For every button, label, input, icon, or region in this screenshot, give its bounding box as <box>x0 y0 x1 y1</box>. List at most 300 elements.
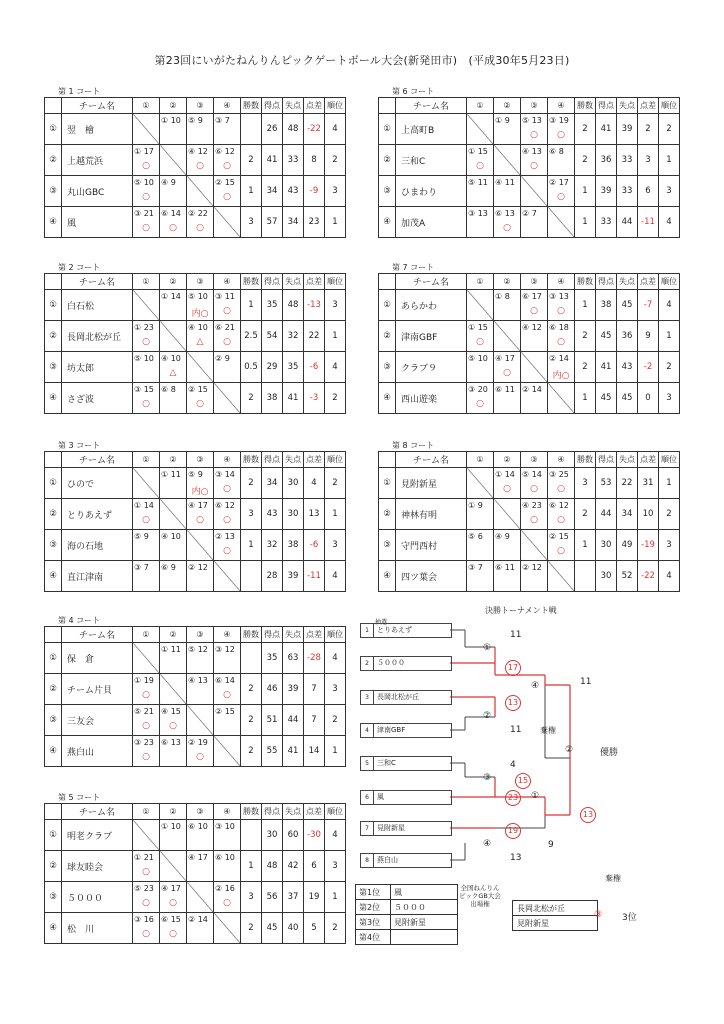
team-name: 丸山GBC <box>62 176 133 207</box>
slot-number: 5 <box>361 757 374 770</box>
stat-pf: 34 <box>262 468 283 499</box>
slot-number: 6 <box>361 791 374 804</box>
stat-diff: -22 <box>304 114 325 145</box>
match-result-mark: ○ <box>196 399 204 409</box>
team-row <box>45 882 346 913</box>
team-name: 坊太郎 <box>62 352 133 383</box>
match-cell <box>187 114 214 145</box>
header-diff: 点差 <box>304 627 325 643</box>
self-cell <box>160 145 187 176</box>
ranking-team: 風 <box>391 885 458 900</box>
match-cell <box>467 145 494 176</box>
team-number: ① <box>45 643 62 674</box>
match-result-mark: ○ <box>223 546 231 556</box>
match-result-mark: ○ <box>557 484 565 494</box>
match-score: ② 13 <box>215 532 235 541</box>
match-score: ⑥ 14 <box>215 676 235 685</box>
match-score: ① 9 <box>468 501 483 510</box>
match-cell <box>187 290 214 321</box>
match-score: ② 22 <box>188 209 208 218</box>
team-name: 海の石地 <box>62 530 133 561</box>
match-score: ① 17 <box>134 147 154 156</box>
stat-pa: 22 <box>617 468 638 499</box>
stat-diff: 6 <box>638 176 659 207</box>
score-final-bot: 13 <box>580 807 596 823</box>
match-score: ② 16 <box>215 884 235 893</box>
team-row <box>379 383 680 414</box>
match-score: ⑤ 13 <box>522 116 542 125</box>
match-score: ⑤ 10 <box>134 178 154 187</box>
match-cell <box>187 468 214 499</box>
stat-pf: 55 <box>262 736 283 767</box>
team-name: 白石松 <box>62 290 133 321</box>
header-rank: 順位 <box>325 627 346 643</box>
self-cell <box>521 352 548 383</box>
team-row <box>45 705 346 736</box>
stat-wins: 2 <box>575 114 596 145</box>
team-row <box>45 561 346 592</box>
stat-diff: 19 <box>304 882 325 913</box>
slot-team: 三和C <box>377 759 396 767</box>
stat-wins: 0.5 <box>241 352 262 383</box>
self-cell <box>521 530 548 561</box>
stat-pa: 39 <box>617 114 638 145</box>
header-pf: 得点 <box>262 274 283 290</box>
match-result-mark: ○ <box>142 337 150 347</box>
match-result-mark: ○ <box>557 337 565 347</box>
match-score: ② 15 <box>215 707 235 716</box>
self-cell <box>494 321 521 352</box>
match-cell <box>160 207 187 238</box>
match-score: ⑥ 11 <box>495 563 515 572</box>
match-result-mark: ○ <box>142 752 150 762</box>
match-score: ⑥ 12 <box>549 501 569 510</box>
stat-wins: 2 <box>241 736 262 767</box>
match-result-mark: ○ <box>223 690 231 700</box>
stat-wins: 2 <box>241 913 262 944</box>
match-cell <box>187 321 214 352</box>
match-cell <box>160 176 187 207</box>
match-cell <box>521 561 548 592</box>
match-score: ④ 11 <box>495 178 515 187</box>
match-score: ⑥ 13 <box>161 738 181 747</box>
team-row <box>45 913 346 944</box>
stat-pa: 43 <box>617 352 638 383</box>
team-name: 翌 檜 <box>62 114 133 145</box>
stat-diff: 10 <box>638 499 659 530</box>
match-cell <box>133 674 160 705</box>
stat-diff: 13 <box>304 499 325 530</box>
header-team: チーム名 <box>396 452 467 468</box>
self-cell <box>160 674 187 705</box>
ranking-note: 全国ねんりんピックGB大会出場権 <box>459 884 501 908</box>
stat-pf: 51 <box>262 705 283 736</box>
header-diff: 点差 <box>304 452 325 468</box>
match-result-mark: ○ <box>142 161 150 171</box>
self-cell <box>160 499 187 530</box>
header-wins: 勝数 <box>575 452 596 468</box>
score-sf1-top: 11 <box>580 677 592 687</box>
match-result-mark: 内○ <box>552 371 570 381</box>
draw-label: 抽選 <box>375 619 388 626</box>
match-cell <box>187 674 214 705</box>
team-number: ③ <box>379 530 396 561</box>
header-c3: ③ <box>187 627 214 643</box>
header-pf: 得点 <box>596 274 617 290</box>
slot-number: 3 <box>361 691 374 704</box>
match-score: ① 14 <box>161 292 181 301</box>
match-cell <box>160 913 187 944</box>
match-score: ⑥ 21 <box>215 323 235 332</box>
match-cell <box>133 383 160 414</box>
match-cell <box>133 530 160 561</box>
match-result-mark: ○ <box>557 192 565 202</box>
stat-diff: 6 <box>304 851 325 882</box>
match-score: ① 8 <box>495 292 510 301</box>
bracket-slot <box>360 756 452 771</box>
stat-wins: 2 <box>575 499 596 530</box>
self-cell <box>133 468 160 499</box>
match-score: ⑥ 18 <box>549 323 569 332</box>
team-name: 保 倉 <box>62 643 133 674</box>
stat-pa: 39 <box>283 561 304 592</box>
match-score: ③ 19 <box>549 116 569 125</box>
self-cell <box>214 383 241 414</box>
match-score: ④ 15 <box>161 707 181 716</box>
team-name: あらかわ <box>396 290 467 321</box>
stat-rank: 4 <box>325 643 346 674</box>
match-cell <box>521 383 548 414</box>
match-result-mark: ○ <box>142 192 150 202</box>
match-result-mark: ○ <box>169 929 177 939</box>
stat-diff: 9 <box>638 321 659 352</box>
header-rank: 順位 <box>325 274 346 290</box>
header-team: チーム名 <box>396 98 467 114</box>
header-c3: ③ <box>187 274 214 290</box>
match-score: ① 11 <box>161 470 181 479</box>
stat-rank: 3 <box>325 674 346 705</box>
court-label: 第 1 コート <box>58 87 101 96</box>
match-result-mark: ○ <box>530 161 538 171</box>
match-result-mark: ○ <box>223 898 231 908</box>
team-row <box>45 114 346 145</box>
stat-rank: 3 <box>659 530 680 561</box>
header-c4: ④ <box>548 452 575 468</box>
self-cell <box>494 145 521 176</box>
match-cell <box>494 114 521 145</box>
stat-pf: 28 <box>262 561 283 592</box>
match-score: ① 19 <box>134 676 154 685</box>
header-rank: 順位 <box>325 98 346 114</box>
header-c4: ④ <box>214 627 241 643</box>
match-cell <box>214 820 241 851</box>
match-result-mark: ○ <box>557 546 565 556</box>
header-c4: ④ <box>214 804 241 820</box>
match-result-mark: ○ <box>223 306 231 316</box>
team-name: 燕白山 <box>62 736 133 767</box>
team-row <box>45 643 346 674</box>
team-name: 神林有明 <box>396 499 467 530</box>
stat-wins <box>241 561 262 592</box>
match-cell <box>214 352 241 383</box>
match-cell <box>548 321 575 352</box>
header-pf: 得点 <box>262 98 283 114</box>
match-score: ③ 14 <box>215 470 235 479</box>
team-row <box>379 321 680 352</box>
header-row <box>379 274 680 290</box>
self-cell <box>187 882 214 913</box>
score-sf2-top: 15 <box>515 773 531 789</box>
team-number: ③ <box>45 530 62 561</box>
slot-team: とりあえず <box>377 626 412 634</box>
stat-diff: 0 <box>638 383 659 414</box>
match-result-mark: ○ <box>503 223 511 233</box>
stat-rank: 3 <box>325 530 346 561</box>
team-row <box>45 736 346 767</box>
match-cell <box>160 468 187 499</box>
match-score: ① 15 <box>468 323 488 332</box>
game-mark-sf1: ④ <box>531 681 540 691</box>
match-score: ① 10 <box>161 822 181 831</box>
ranking-place: 第2位 <box>356 900 391 915</box>
stat-diff: -3 <box>304 383 325 414</box>
third-label: 3位 <box>622 913 637 923</box>
match-cell <box>214 499 241 530</box>
match-result-mark: ○ <box>530 306 538 316</box>
match-cell <box>133 561 160 592</box>
stat-pf: 56 <box>262 882 283 913</box>
match-result-mark: ○ <box>476 161 484 171</box>
match-cell <box>521 114 548 145</box>
match-score: ① 14 <box>134 501 154 510</box>
match-result-mark: ○ <box>530 130 538 140</box>
court-4 <box>44 615 343 767</box>
game-mark-final: ② <box>565 745 574 755</box>
match-score: ⑤ 23 <box>134 884 154 893</box>
self-cell <box>187 176 214 207</box>
team-number: ③ <box>45 705 62 736</box>
match-cell <box>133 145 160 176</box>
header-pa: 失点 <box>617 98 638 114</box>
round-robin-table <box>44 803 346 944</box>
stat-pa: 38 <box>283 530 304 561</box>
stat-pf: 30 <box>262 820 283 851</box>
match-score: ① 23 <box>134 323 154 332</box>
match-cell <box>467 207 494 238</box>
stat-wins: 3 <box>241 499 262 530</box>
match-cell <box>214 643 241 674</box>
team-number: ④ <box>379 207 396 238</box>
header-row <box>379 98 680 114</box>
match-result-mark: ○ <box>142 690 150 700</box>
team-name: 上越荒浜 <box>62 145 133 176</box>
stat-wins <box>241 820 262 851</box>
self-cell <box>187 705 214 736</box>
match-cell <box>187 736 214 767</box>
self-cell <box>133 290 160 321</box>
stat-diff: -13 <box>304 290 325 321</box>
stat-pf: 33 <box>596 207 617 238</box>
match-cell <box>467 561 494 592</box>
stat-pa: 63 <box>283 643 304 674</box>
header-c1: ① <box>467 452 494 468</box>
stat-rank: 4 <box>325 352 346 383</box>
match-score: ④ 12 <box>188 147 208 156</box>
stat-pf: 54 <box>262 321 283 352</box>
match-result-mark: ○ <box>142 515 150 525</box>
match-cell <box>494 290 521 321</box>
team-name: ひまわり <box>396 176 467 207</box>
team-number: ④ <box>45 383 62 414</box>
match-cell <box>160 290 187 321</box>
match-cell <box>548 176 575 207</box>
header-c2: ② <box>494 452 521 468</box>
match-score: ④ 9 <box>495 532 510 541</box>
match-score: ② 7 <box>522 209 537 218</box>
team-name: とりあえず <box>62 499 133 530</box>
stat-diff: -22 <box>638 561 659 592</box>
round-robin-table <box>378 97 680 238</box>
third-place-match <box>512 900 598 931</box>
match-cell <box>187 383 214 414</box>
match-cell <box>467 176 494 207</box>
stat-pa: 45 <box>617 383 638 414</box>
header-c1: ① <box>133 627 160 643</box>
team-row <box>379 468 680 499</box>
team-number: ② <box>45 145 62 176</box>
header-pa: 失点 <box>283 452 304 468</box>
ranking-place: 第1位 <box>356 885 391 900</box>
match-cell <box>187 820 214 851</box>
match-cell <box>494 352 521 383</box>
stat-pf: 35 <box>262 643 283 674</box>
match-result-mark: ○ <box>223 192 231 202</box>
header-rank: 順位 <box>659 274 680 290</box>
match-cell <box>133 913 160 944</box>
match-cell <box>160 383 187 414</box>
stat-wins: 3 <box>241 207 262 238</box>
match-score: ② 9 <box>215 354 230 363</box>
match-cell <box>521 145 548 176</box>
header-c4: ④ <box>214 452 241 468</box>
stat-pa: 36 <box>617 321 638 352</box>
match-score: ⑥ 10 <box>215 853 235 862</box>
team-name: 上高町B <box>396 114 467 145</box>
match-score: ③ 16 <box>134 915 154 924</box>
stat-pa: 30 <box>283 499 304 530</box>
header-rank: 順位 <box>325 452 346 468</box>
round-robin-table <box>378 451 680 592</box>
stat-pf: 36 <box>596 145 617 176</box>
stat-pa: 32 <box>283 321 304 352</box>
match-cell <box>521 290 548 321</box>
team-number: ① <box>45 290 62 321</box>
match-score: ⑤ 9 <box>188 116 203 125</box>
header-c1: ① <box>133 98 160 114</box>
match-score: ⑥ 12 <box>215 147 235 156</box>
slot-number: 4 <box>361 724 374 737</box>
bracket-slot <box>360 723 452 738</box>
team-row <box>379 290 680 321</box>
stat-pa: 48 <box>283 290 304 321</box>
stat-pa: 39 <box>283 674 304 705</box>
match-score: ④ 23 <box>522 501 542 510</box>
match-cell <box>521 321 548 352</box>
round-robin-table <box>44 451 346 592</box>
header-c1: ① <box>467 98 494 114</box>
team-row <box>45 321 346 352</box>
header-c2: ② <box>160 627 187 643</box>
self-cell <box>160 321 187 352</box>
header-c3: ③ <box>187 452 214 468</box>
match-result-mark: ○ <box>223 337 231 347</box>
score-6: 23 <box>505 790 521 806</box>
score-7: 19 <box>505 823 521 839</box>
slot-team: 津南GBF <box>377 726 406 734</box>
match-cell <box>467 530 494 561</box>
stat-wins: 1 <box>241 176 262 207</box>
team-number: ④ <box>45 207 62 238</box>
match-cell <box>133 352 160 383</box>
header-c2: ② <box>494 274 521 290</box>
score-3: 13 <box>505 695 521 711</box>
team-row <box>379 207 680 238</box>
team-number: ① <box>379 468 396 499</box>
match-result-mark: ○ <box>196 223 204 233</box>
team-number: ② <box>379 321 396 352</box>
team-name: 四ツ葉会 <box>396 561 467 592</box>
header-blank <box>45 452 62 468</box>
self-cell <box>214 207 241 238</box>
header-c2: ② <box>160 98 187 114</box>
header-team: チーム名 <box>62 627 133 643</box>
match-score: ⑤ 10 <box>188 292 208 301</box>
stat-pf: 41 <box>596 114 617 145</box>
third-team-a: 長岡北松が丘 <box>513 901 598 916</box>
round-robin-table <box>44 626 346 767</box>
match-score: ⑥ 10 <box>188 822 208 831</box>
match-score: ① 11 <box>161 645 181 654</box>
team-name: ５０００ <box>62 882 133 913</box>
match-result-mark: ○ <box>142 867 150 877</box>
stat-rank: 2 <box>659 499 680 530</box>
match-cell <box>521 207 548 238</box>
header-wins: 勝数 <box>575 274 596 290</box>
stat-rank: 2 <box>659 114 680 145</box>
court-1 <box>44 86 343 238</box>
match-result-mark: ○ <box>557 306 565 316</box>
stat-pf: 41 <box>262 145 283 176</box>
abstain-label-2: 棄権 <box>605 874 621 883</box>
team-name: 三友会 <box>62 705 133 736</box>
stat-rank: 4 <box>659 207 680 238</box>
match-score: ③ 10 <box>215 822 235 831</box>
header-wins: 勝数 <box>575 98 596 114</box>
team-row <box>45 290 346 321</box>
ranking-row <box>356 930 458 945</box>
match-cell <box>160 820 187 851</box>
header-wins: 勝数 <box>241 627 262 643</box>
stat-rank: 1 <box>325 207 346 238</box>
match-cell <box>160 114 187 145</box>
stat-wins <box>575 561 596 592</box>
match-result-mark: ○ <box>530 484 538 494</box>
team-row <box>45 499 346 530</box>
match-score: ③ 15 <box>134 385 154 394</box>
header-team: チーム名 <box>62 452 133 468</box>
stat-pf: 38 <box>262 383 283 414</box>
team-number: ③ <box>45 882 62 913</box>
